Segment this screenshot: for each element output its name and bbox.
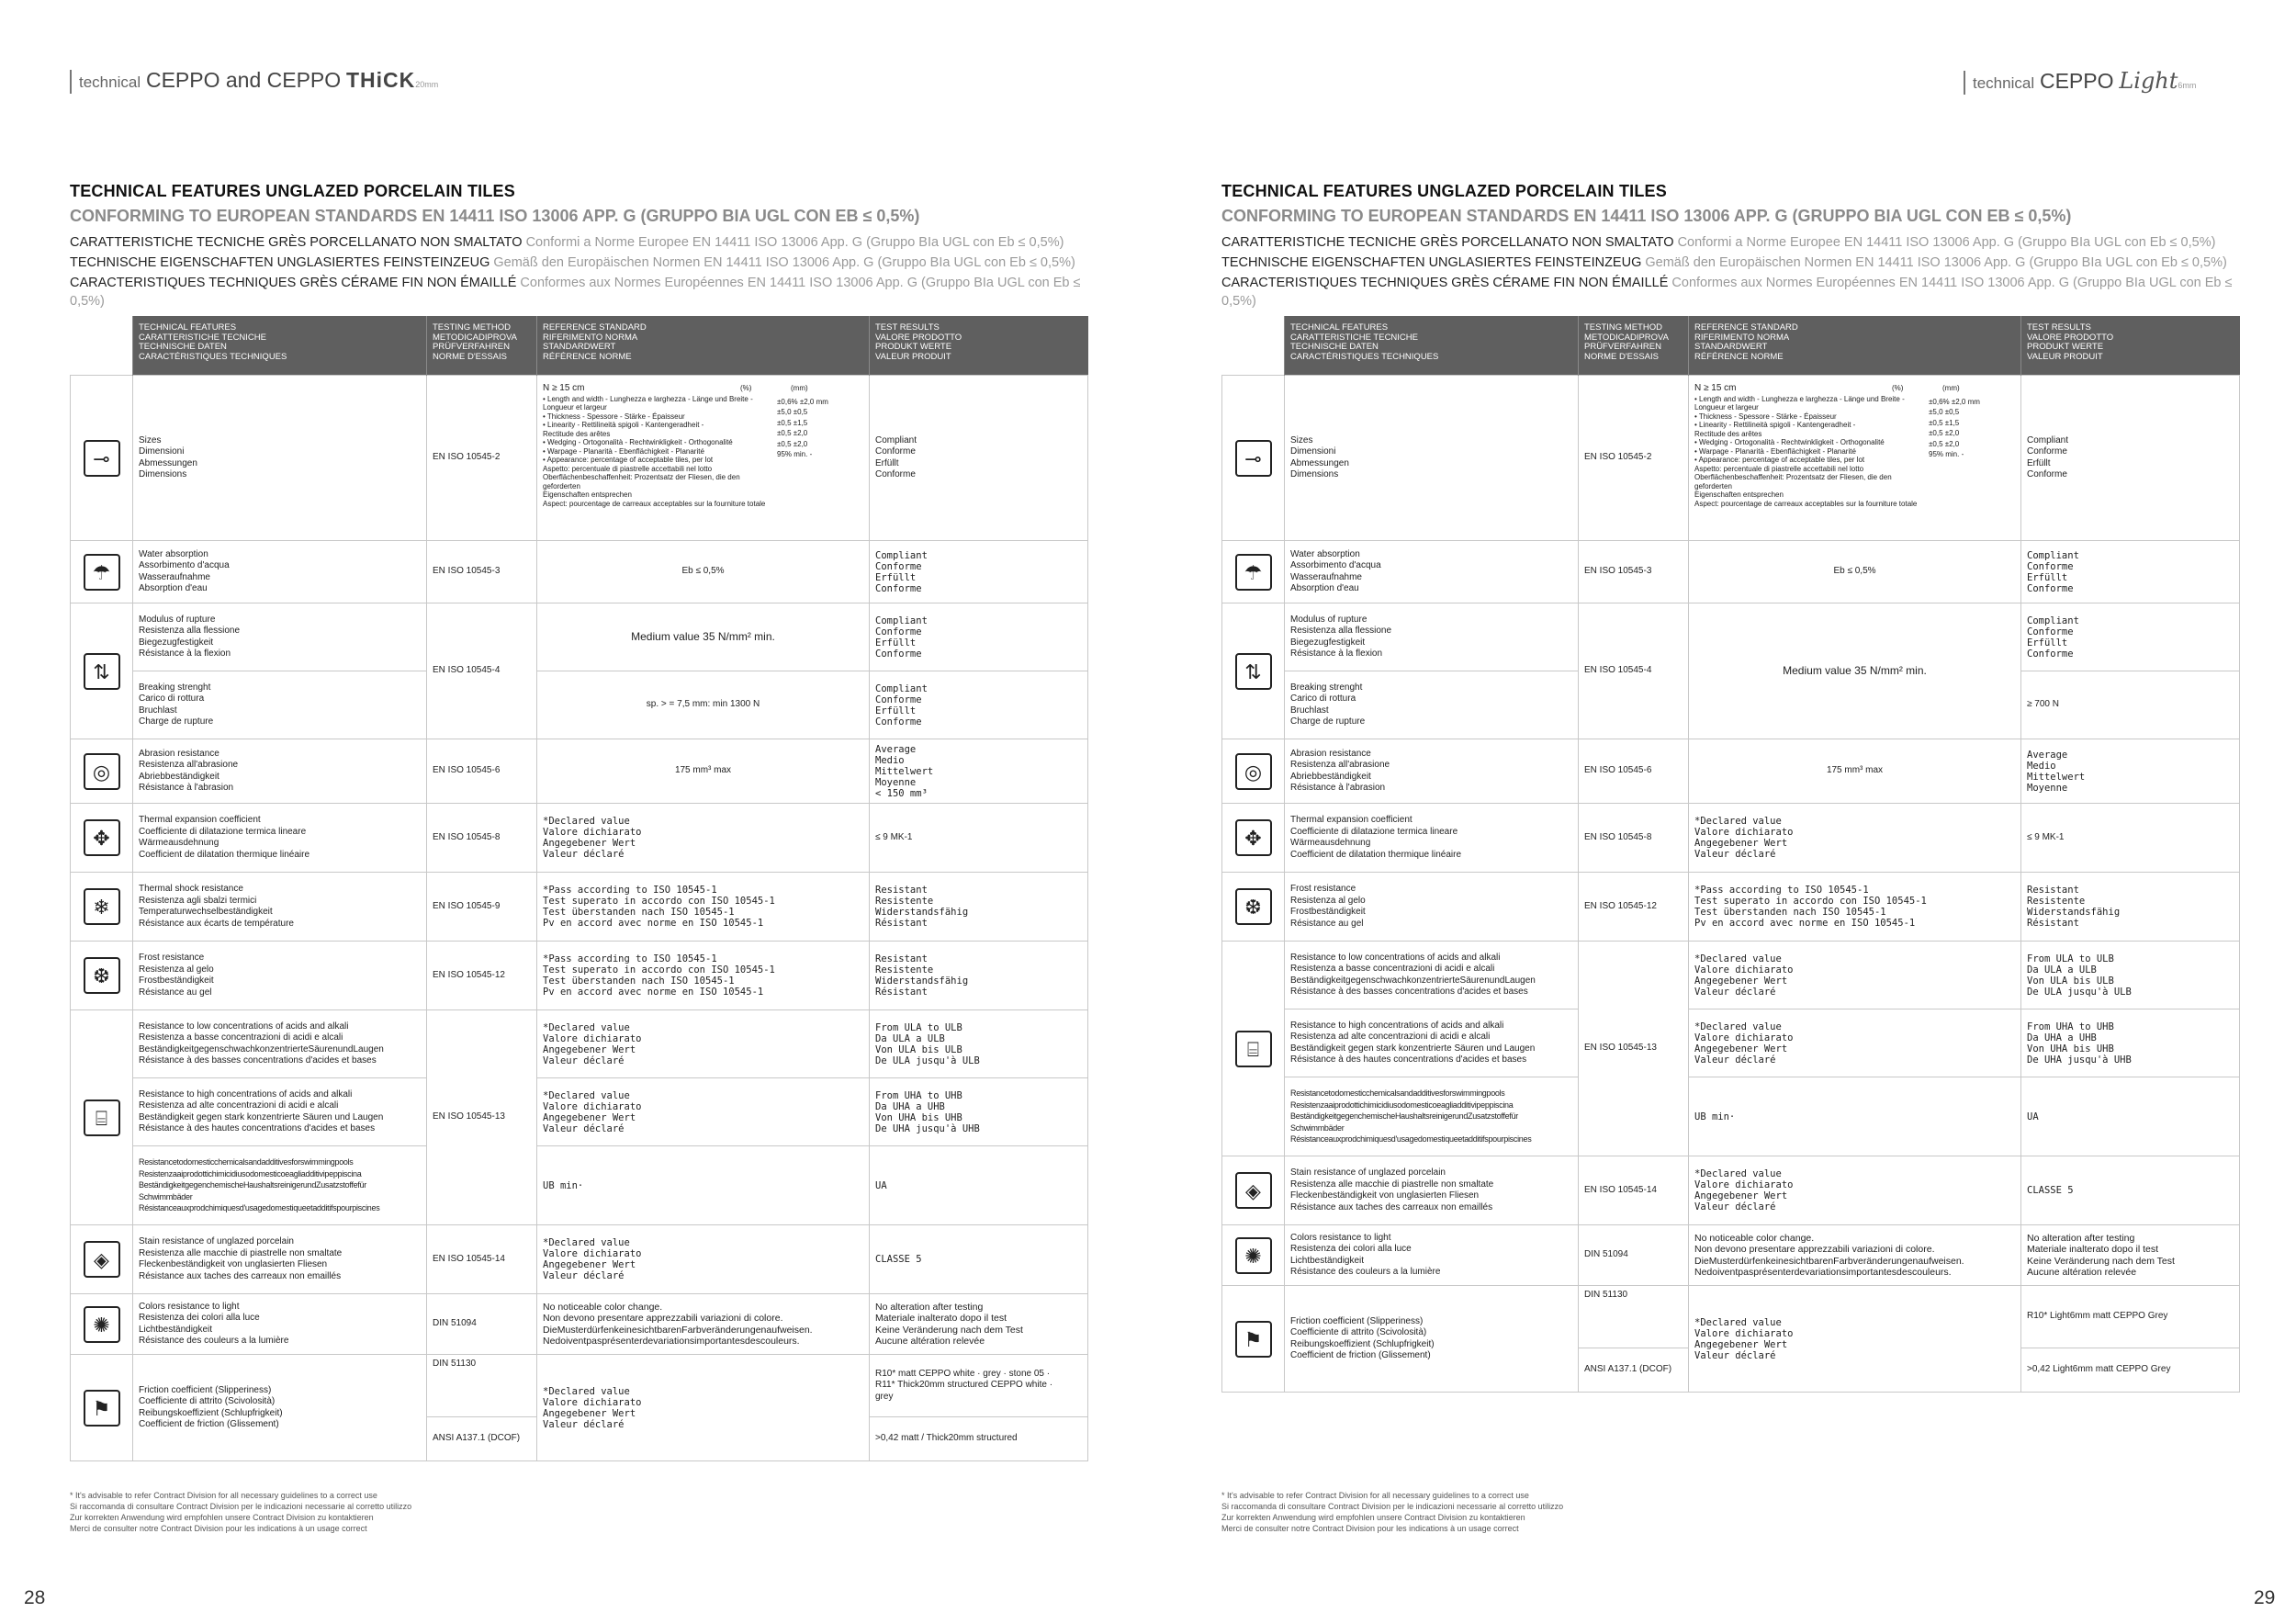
- row-reference: *Declared value Valore dichiarato Angegebener Wert Valeur déclaré: [1689, 942, 2021, 1009]
- row-reference: *Pass according to ISO 10545-1 Test superato in accordo con ISO 10545-1 Test überstanden nach ISO 10545-1 Pv en accord avec norme en ISO 10545-1: [537, 873, 870, 942]
- row-method: EN ISO 10545-8: [1579, 804, 1689, 873]
- header-method: TESTING METHOD METODICADIPROVA PRÜFVERFAHREN NORME D'ESSAIS: [1579, 316, 1689, 376]
- row-reference: *Declared value Valore dichiarato Angegebener Wert Valeur déclaré: [537, 1010, 870, 1078]
- table-row: [71, 873, 1088, 942]
- table-row: [71, 739, 1088, 804]
- table-row: [1222, 1286, 2240, 1348]
- row-result-2: >0,42 Light6mm matt CEPPO Grey: [2021, 1348, 2240, 1393]
- row-reference: No noticeable color change. Non devono presentare apprezzabili variazioni di colore. DieMusterdürfenkeinesichtbarenFarbveränderungenaufweisen. Nedoiventpasprésenterdevariationsimportantesdescouleurs.: [1689, 1225, 2021, 1286]
- row-name: Abrasion resistance Resistenza all'abrasione Abriebbeständigkeit Résistance à l'abrasion: [133, 739, 427, 804]
- row-name: Colors resistance to light Resistenza dei colori alla luce Lichtbeständigkeit Résistance des couleurs a la lumière: [133, 1294, 427, 1355]
- sizes-ref-mm: (mm): [1942, 383, 1960, 392]
- row-result: CLASSE 5: [2021, 1156, 2240, 1225]
- table-row: [71, 1078, 1088, 1146]
- row-result: From ULA to ULB Da ULA a ULB Von ULA bis ULB De ULA jusqu'à ULB: [870, 1010, 1088, 1078]
- row-reference: *Declared value Valore dichiarato Angegebener Wert Valeur déclaré: [1689, 1009, 2021, 1077]
- row-result: R10* Light6mm matt CEPPO Grey: [2021, 1286, 2240, 1348]
- caliper-icon: ⊸: [84, 440, 120, 477]
- header-product-sub: 6mm: [2178, 81, 2197, 90]
- row-result: CLASSE 5: [870, 1225, 1088, 1294]
- chemical-icon-cell: [1222, 942, 1285, 1156]
- light-resistance-icon: ✺: [84, 1306, 120, 1343]
- row-name: Water absorption Assorbimento d'acqua Wasseraufnahme Absorption d'eau: [133, 541, 427, 603]
- row-name: Resistance to high concentrations of acids and alkali Resistenza ad alte concentrazioni di acidi e alcali Beständigkeit gegen stark konzentrierte Säuren und Laugen Résistance à des hautes concentrations d'acides et bases: [1285, 1009, 1579, 1077]
- row-reference: No noticeable color change. Non devono presentare apprezzabili variazioni di colore. DieMusterdürfenkeinesichtbarenFarbveränderungenaufweisen. Nedoiventpasprésenterdevariationsimportantesdescouleurs.: [537, 1294, 870, 1355]
- technical-table: [1221, 316, 2240, 1393]
- row-name: Resistancetodomesticchemicalsandadditivesforswimmingpools Resistenzaaiprodottichimicidiusodomesticoeagliadditivipерpiscina BeständigkeitgegenchemischeHaushaltsreinigerundZusatzstoffefür Schwimmbäder Résistanceauxprodchimiquesd'usagedomestiqueetadditifspourpiscines: [1285, 1077, 1579, 1156]
- stain-resistance-icon: ◈: [84, 1241, 120, 1278]
- water-absorption-icon: ☂: [1235, 554, 1272, 591]
- table-header-row: [1222, 316, 2240, 376]
- row-result: Resistant Resistente Widerstandsfähig Résistant: [870, 873, 1088, 942]
- title-translations: [70, 233, 1089, 310]
- header-results: TEST RESULTS VALORE PRODOTTO PRODUKT WERTE VALEUR PRODUIT: [2021, 316, 2240, 376]
- row-method: EN ISO 10545-6: [427, 739, 537, 804]
- row-reference: *Declared value Valore dichiarato Angegebener Wert Valeur déclaré: [537, 1225, 870, 1294]
- thermal-expansion-icon: ✥: [84, 819, 120, 856]
- row-name: Resistance to low concentrations of acids and alkali Resistenza a basse concentrazioni di acidi e alcali BeständigkeitgegenschwachkonzentrierteSäurenundLaugen Résistance à des basses concentrations d'acides et bases: [133, 1010, 427, 1078]
- row-reference: *Declared value Valore dichiarato Angegebener Wert Valeur déclaré: [1689, 1156, 2021, 1225]
- sizes-ref-body: • Length and width - Lunghezza e larghezza - Länge und Breite - Longueur et largeur • Thickness - Spessore - Stärke - Épaisseur • Linearity - Rettilineità spigoli - Kantengeradheit - Rectitude des arêtes • Wedging - Ortogonalità - Rechtwinkligkeit - Orthogonalité • Warpage - Planarità - Ebenflächigkeit - Planarité • Appearance: percentage of acceptable tiles, per lot Aspetto: percentuale di piastrelle accettabili nel lotto Oberflächenbeschaffenheit: Prozentsatz der Fliesen, die den geforderten Eigenschaften entsprechen Aspect: pourcentage de carreaux acceptables sur la fourniture totale: [1694, 394, 1918, 508]
- table-row: [71, 1010, 1088, 1078]
- row-result: R10* matt CEPPO white · grey · stone 05 · R11* Thick20mm structured CEPPO white · grey: [870, 1355, 1088, 1417]
- frost-icon: ❆: [1235, 888, 1272, 925]
- row-result: ≥ 700 N: [2021, 671, 2240, 739]
- row-reference: Medium value 35 N/mm² min.: [537, 603, 870, 671]
- flex-icon-cell: [71, 603, 133, 739]
- sizes-ref-values: ±0,6% ±2,0 mm ±5,0 ±0,5 ±0,5 ±1,5 ±0,5 ±2,0 ±0,5 ±2,0 95% min. -: [1929, 397, 1980, 458]
- header-results: TEST RESULTS VALORE PRODOTTO PRODUKT WERTE VALEUR PRODUIT: [870, 316, 1088, 376]
- row-name: Stain resistance of unglazed porcelain Resistenza alle macchie di piastrelle non smaltate Fleckenbeständigkeit von unglasierten Fliesen Résistance aux taches des carreaux non emaillés: [133, 1225, 427, 1294]
- row-name: Colors resistance to light Resistenza dei colori alla luce Lichtbeständigkeit Résistance des couleurs a la lumière: [1285, 1225, 1579, 1286]
- header-reference: REFERENCE STANDARD RIFERIMENTO NORMA STANDARDWERT RÉFÉRENCE NORME: [537, 316, 870, 376]
- table-row: [71, 376, 1088, 541]
- header-features: TECHNICAL FEATURES CARATTERISTICHE TECNICHE TECHNISCHE DATEN CARACTÉRISTIQUES TECHNIQUES: [133, 316, 427, 376]
- title-line-fr-b: Conformes aux Normes Européennes EN 14411 ISO 13006 App. G (Gruppo BIa UGL con Eb ≤ 0,5%): [70, 276, 1081, 309]
- row-method: DIN 51094: [427, 1294, 537, 1355]
- abrasion-icon: ◎: [1235, 753, 1272, 790]
- header-product: THiCK: [346, 68, 416, 92]
- title-line-de-a: TECHNISCHE EIGENSCHAFTEN UNGLASIERTES FEINSTEINZEUG: [70, 255, 490, 270]
- row-result: Compliant Conforme Erfüllt Conforme: [870, 541, 1088, 603]
- row-method: EN ISO 10545-3: [427, 541, 537, 603]
- row-result: Average Medio Mittelwert Moyenne: [2021, 739, 2240, 804]
- sizes-ref-pct: (%): [740, 383, 752, 392]
- title-line-fr-a: CARACTERISTIQUES TECHNIQUES GRÈS CÉRAME FIN NON ÉMAILLÉ: [1221, 276, 1669, 290]
- table-row: [1222, 804, 2240, 873]
- row-result: Resistant Resistente Widerstandsfähig Résistant: [2021, 873, 2240, 942]
- row-result: No alteration after testing Materiale inalterato dopo il test Keine Veränderung nach dem Test Aucune altération relevée: [870, 1294, 1088, 1355]
- frost-icon: ❆: [84, 957, 120, 994]
- right-page: [1148, 0, 2296, 1624]
- stain-resistance-icon: ◈: [1235, 1172, 1272, 1209]
- page-number: 28: [24, 1587, 46, 1608]
- title-line-it-b: Conformi a Norme Europee EN 14411 ISO 13006 App. G (Gruppo BIa UGL con Eb ≤ 0,5%): [1677, 235, 2216, 250]
- light-icon-cell: [71, 1294, 133, 1355]
- table-row: [1222, 603, 2240, 671]
- table-row: [71, 671, 1088, 739]
- row-result: Compliant Conforme Erfüllt Conforme: [2021, 603, 2240, 671]
- page-number: 29: [2254, 1587, 2276, 1608]
- light-resistance-icon: ✺: [1235, 1237, 1272, 1274]
- title-conform: CONFORMING TO EUROPEAN STANDARDS EN 14411 ISO 13006 APP. G (GRUPPO BIA UGL CON EB ≤ 0,5%): [70, 207, 920, 225]
- sizes-reference: [1689, 376, 2021, 541]
- row-result: UA: [870, 1146, 1088, 1225]
- row-result: ≤ 9 MK-1: [2021, 804, 2240, 873]
- row-method: DIN 51130: [1579, 1286, 1689, 1348]
- row-method: EN ISO 10545-14: [1579, 1156, 1689, 1225]
- flexural-strength-icon: ⇅: [1235, 653, 1272, 690]
- row-method: EN ISO 10545-6: [1579, 739, 1689, 804]
- abrasion-icon: ◎: [84, 753, 120, 790]
- table-row: [1222, 541, 2240, 603]
- row-name: Thermal expansion coefficient Coefficiente di dilatazione termica lineare Wärmeausdehnung Coefficient de dilatation thermique linéaire: [1285, 804, 1579, 873]
- abrasion-icon-cell: [71, 739, 133, 804]
- footnote: * It's advisable to refer Contract Division for all necessary guidelines to a correct use Si raccomanda di consultare Contract Division per le indicazioni necessarie al corretto utilizzo Zur korrekten Anwendung wird empfohlen unsere Contract Division zu kontaktieren Merci de consulter notre Contract Division pour les indications à un usage correct: [1221, 1491, 1564, 1533]
- sizes-ref-values: ±0,6% ±2,0 mm ±5,0 ±0,5 ±0,5 ±1,5 ±0,5 ±2,0 ±0,5 ±2,0 95% min. -: [777, 397, 828, 458]
- row-reference: sp. > = 7,5 mm: min 1300 N: [537, 671, 870, 739]
- table-row: [1222, 1077, 2240, 1156]
- title-line-it-b: Conformi a Norme Europee EN 14411 ISO 13006 App. G (Gruppo BIa UGL con Eb ≤ 0,5%): [525, 235, 1064, 250]
- sizes-method: EN ISO 10545-2: [1579, 376, 1689, 541]
- header-method: TESTING METHOD METODICADIPROVA PRÜFVERFAHREN NORME D'ESSAIS: [427, 316, 537, 376]
- stain-icon-cell: [1222, 1156, 1285, 1225]
- chemical-resistance-icon: ⌸: [84, 1100, 120, 1136]
- title-block: [70, 182, 1089, 310]
- row-name: Abrasion resistance Resistenza all'abrasione Abriebbeständigkeit Résistance à l'abrasion: [1285, 739, 1579, 804]
- row-method: EN ISO 10545-4: [1579, 603, 1689, 739]
- table-row: [1222, 1156, 2240, 1225]
- header-blank: [71, 316, 133, 376]
- friction-icon: ⚑: [1235, 1321, 1272, 1358]
- water-icon-cell: [71, 541, 133, 603]
- title-conform: CONFORMING TO EUROPEAN STANDARDS EN 14411 ISO 13006 APP. G (GRUPPO BIA UGL CON EB ≤ 0,5%): [1221, 207, 2072, 225]
- chemical-resistance-icon: ⌸: [1235, 1031, 1272, 1067]
- row-name: Modulus of rupture Resistenza alla flessione Biegezugfestigkeit Résistance à la flexion: [133, 603, 427, 671]
- row-method: EN ISO 10545-13: [427, 1010, 537, 1225]
- header-brand: CEPPO and CEPPO: [145, 68, 342, 92]
- sizes-method: EN ISO 10545-2: [427, 376, 537, 541]
- frost-icon-cell: [71, 942, 133, 1010]
- row-name: Frost resistance Resistenza al gelo Frostbeständigkeit Résistance au gel: [1285, 873, 1579, 942]
- title-line-de: [70, 254, 1089, 272]
- table-row: [71, 603, 1088, 671]
- page-header: [1964, 68, 2196, 95]
- abrasion-icon-cell: [1222, 739, 1285, 804]
- row-result: From ULA to ULB Da ULA a ULB Von ULA bis ULB De ULA jusqu'à ULB: [2021, 942, 2240, 1009]
- table-row: [71, 541, 1088, 603]
- sizes-ref-head: N ≥ 15 cm: [1694, 383, 1737, 393]
- header-prefix: technical: [1973, 74, 2035, 92]
- row-reference: Eb ≤ 0,5%: [537, 541, 870, 603]
- title-line-de: [1221, 254, 2241, 272]
- title-line-de-b: Gemäß den Europäischen Normen EN 14411 ISO 13006 App. G (Gruppo BIa UGL con Eb ≤ 0,5%): [1645, 255, 2227, 270]
- technical-table: [70, 316, 1088, 1461]
- table-header-row: [71, 316, 1088, 376]
- frost-icon-cell: [1222, 873, 1285, 942]
- row-reference: *Pass according to ISO 10545-1 Test superato in accordo con ISO 10545-1 Test überstanden nach ISO 10545-1 Pv en accord avec norme en ISO 10545-1: [1689, 873, 2021, 942]
- row-result: Compliant Conforme Erfüllt Conforme: [2021, 541, 2240, 603]
- row-result: Compliant Conforme Erfüllt Conforme: [870, 603, 1088, 671]
- row-name: Breaking strenght Carico di rottura Bruchlast Charge de rupture: [1285, 671, 1579, 739]
- row-reference: 175 mm³ max: [537, 739, 870, 804]
- row-result: Resistant Resistente Widerstandsfähig Résistant: [870, 942, 1088, 1010]
- caliper-icon: ⊸: [1235, 440, 1272, 477]
- sizes-icon-cell: [1222, 376, 1285, 541]
- row-name: Stain resistance of unglazed porcelain Resistenza alle macchie di piastrelle non smaltate Fleckenbeständigkeit von unglasierten Fliesen Résistance aux taches des carreaux non emaillés: [1285, 1156, 1579, 1225]
- row-method: EN ISO 10545-13: [1579, 942, 1689, 1156]
- title-line-fr-a: CARACTERISTIQUES TECHNIQUES GRÈS CÉRAME FIN NON ÉMAILLÉ: [70, 276, 517, 290]
- row-reference: Medium value 35 N/mm² min.: [1689, 603, 2021, 739]
- row-method: EN ISO 10545-14: [427, 1225, 537, 1294]
- row-method-2: ANSI A137.1 (DCOF): [427, 1417, 537, 1461]
- stain-icon-cell: [71, 1225, 133, 1294]
- thermal-icon-cell: [1222, 804, 1285, 873]
- sizes-name: Sizes Dimensioni Abmessungen Dimensions: [133, 376, 427, 541]
- row-name: Breaking strenght Carico di rottura Bruchlast Charge de rupture: [133, 671, 427, 739]
- row-result: ≤ 9 MK-1: [870, 804, 1088, 873]
- row-result: No alteration after testing Materiale inalterato dopo il test Keine Veränderung nach dem Test Aucune altération relevée: [2021, 1225, 2240, 1286]
- row-method: EN ISO 10545-9: [427, 873, 537, 942]
- title-block: [1221, 182, 2241, 310]
- water-absorption-icon: ☂: [84, 554, 120, 591]
- title-main: TECHNICAL FEATURES UNGLAZED PORCELAIN TILES: [70, 182, 515, 200]
- title-line-de-b: Gemäß den Europäischen Normen EN 14411 ISO 13006 App. G (Gruppo BIa UGL con Eb ≤ 0,5%): [493, 255, 1075, 270]
- sizes-ref-head: N ≥ 15 cm: [543, 383, 585, 393]
- friction-icon: ⚑: [84, 1390, 120, 1427]
- sizes-result: Compliant Conforme Erfüllt Conforme: [2021, 376, 2240, 541]
- header-reference: REFERENCE STANDARD RIFERIMENTO NORMA STANDARDWERT RÉFÉRENCE NORME: [1689, 316, 2021, 376]
- header-product-sub: 20mm: [415, 80, 439, 89]
- row-name: Friction coefficient (Slipperiness) Coefficiente di attrito (Scivolosità) Reibungskoeffizient (Schlupfrigkeit) Coefficient de friction (Glissement): [133, 1355, 427, 1461]
- header-blank: [1222, 316, 1285, 376]
- row-reference: UB min·: [1689, 1077, 2021, 1156]
- shock-icon-cell: [71, 873, 133, 942]
- table-row: [1222, 1009, 2240, 1077]
- title-line-it-a: CARATTERISTICHE TECNICHE GRÈS PORCELLANATO NON SMALTATO: [1221, 235, 1674, 250]
- title-line-it: [70, 233, 1089, 252]
- sizes-name: Sizes Dimensioni Abmessungen Dimensions: [1285, 376, 1579, 541]
- row-name: Water absorption Assorbimento d'acqua Wasseraufnahme Absorption d'eau: [1285, 541, 1579, 603]
- row-reference: *Declared value Valore dichiarato Angegebener Wert Valeur déclaré: [537, 804, 870, 873]
- sizes-icon-cell: [71, 376, 133, 541]
- table-row: [1222, 873, 2240, 942]
- thermal-icon-cell: [71, 804, 133, 873]
- table-row: [1222, 739, 2240, 804]
- header-brand: CEPPO: [2039, 69, 2114, 93]
- row-method: EN ISO 10545-4: [427, 603, 537, 739]
- header-divider: [70, 70, 72, 94]
- table-row: [1222, 942, 2240, 1009]
- row-reference: *Pass according to ISO 10545-1 Test superato in accordo con ISO 10545-1 Test überstanden nach ISO 10545-1 Pv en accord avec norme en ISO 10545-1: [537, 942, 870, 1010]
- title-line-it: [1221, 233, 2241, 252]
- row-method: EN ISO 10545-12: [1579, 873, 1689, 942]
- title-line-fr: [70, 274, 1089, 310]
- title-line-fr-b: Conformes aux Normes Européennes EN 14411 ISO 13006 App. G (Gruppo BIa UGL con Eb ≤ 0,5%): [1221, 276, 2233, 309]
- header-product: Light: [2119, 68, 2178, 94]
- row-name: Friction coefficient (Slipperiness) Coefficiente di attrito (Scivolosità) Reibungskoeffizient (Schlupfrigkeit) Coefficient de friction (Glissement): [1285, 1286, 1579, 1393]
- sizes-ref-body: • Length and width - Lunghezza e larghezza - Länge und Breite - Longueur et largeur • Thickness - Spessore - Stärke - Épaisseur • Linearity - Rettilineità spigoli - Kantengeradheit - Rectitude des arêtes • Wedging - Ortogonalità - Rechtwinkligkeit - Orthogonalité • Warpage - Planarità - Ebenflächigkeit - Planarité • Appearance: percentage of acceptable tiles, per lot Aspetto: percentuale di piastrelle accettabili nel lotto Oberflächenbeschaffenheit: Prozentsatz der Fliesen, die den geforderten Eigenschaften entsprechen Aspect: pourcentage de carreaux acceptables sur la fourniture totale: [543, 394, 766, 508]
- row-method: DIN 51130: [427, 1355, 537, 1417]
- row-name: Modulus of rupture Resistenza alla flessione Biegezugfestigkeit Résistance à la flexion: [1285, 603, 1579, 671]
- row-method: DIN 51094: [1579, 1225, 1689, 1286]
- row-name: Thermal expansion coefficient Coefficiente di dilatazione termica lineare Wärmeausdehnung Coefficient de dilatation thermique linéaire: [133, 804, 427, 873]
- row-method: EN ISO 10545-3: [1579, 541, 1689, 603]
- table-row: [1222, 1225, 2240, 1286]
- table-row: [71, 942, 1088, 1010]
- row-result: UA: [2021, 1077, 2240, 1156]
- light-icon-cell: [1222, 1225, 1285, 1286]
- row-name: Thermal shock resistance Resistenza agli sbalzi termici Temperaturwechselbeständigkeit Résistance aux écarts de température: [133, 873, 427, 942]
- row-reference: Eb ≤ 0,5%: [1689, 541, 2021, 603]
- header-prefix: technical: [79, 73, 141, 91]
- row-result: From UHA to UHB Da UHA a UHB Von UHA bis UHB De UHA jusqu'à UHB: [870, 1078, 1088, 1146]
- row-name: Frost resistance Resistenza al gelo Frostbeständigkeit Résistance au gel: [133, 942, 427, 1010]
- title-line-fr: [1221, 274, 2241, 310]
- friction-icon-cell: [1222, 1286, 1285, 1393]
- row-result: Average Medio Mittelwert Moyenne < 150 mm³: [870, 739, 1088, 804]
- row-result: Compliant Conforme Erfüllt Conforme: [870, 671, 1088, 739]
- row-result: From UHA to UHB Da UHA a UHB Von UHA bis UHB De UHA jusqu'à UHB: [2021, 1009, 2240, 1077]
- flex-icon-cell: [1222, 603, 1285, 739]
- row-name: Resistancetodomesticchemicalsandadditivesforswimmingpools Resistenzaaiprodottichimicidiusodomesticoeagliadditivipерpiscina BeständigkeitgegenchemischeHaushaltsreinigerundZusatzstoffefür Schwimmbäder Résistanceauxprodchimiquesd'usagedomestiqueetadditifspourpiscines: [133, 1146, 427, 1225]
- table-row: [71, 1225, 1088, 1294]
- flexural-strength-icon: ⇅: [84, 653, 120, 690]
- row-reference: *Declared value Valore dichiarato Angegebener Wert Valeur déclaré: [537, 1078, 870, 1146]
- header-divider: [1964, 71, 1965, 95]
- row-reference: *Declared value Valore dichiarato Angegebener Wert Valeur déclaré: [537, 1355, 870, 1461]
- row-method-2: ANSI A137.1 (DCOF): [1579, 1348, 1689, 1393]
- table-row: [71, 1355, 1088, 1417]
- table-row: [71, 1146, 1088, 1225]
- thermal-expansion-icon: ✥: [1235, 819, 1272, 856]
- sizes-result: Compliant Conforme Erfüllt Conforme: [870, 376, 1088, 541]
- sizes-ref-pct: (%): [1892, 383, 1904, 392]
- row-result-2: >0,42 matt / Thick20mm structured: [870, 1417, 1088, 1461]
- friction-icon-cell: [71, 1355, 133, 1461]
- row-reference: *Declared value Valore dichiarato Angegebener Wert Valeur déclaré: [1689, 1286, 2021, 1393]
- table-row: [1222, 376, 2240, 541]
- title-translations: [1221, 233, 2241, 310]
- row-reference: 175 mm³ max: [1689, 739, 2021, 804]
- row-reference: *Declared value Valore dichiarato Angegebener Wert Valeur déclaré: [1689, 804, 2021, 873]
- footnote: * It's advisable to refer Contract Division for all necessary guidelines to a correct use Si raccomanda di consultare Contract Division per le indicazioni necessarie al corretto utilizzo Zur korrekten Anwendung wird empfohlen unsere Contract Division zu kontaktieren Merci de consulter notre Contract Division pour les indications à un usage correct: [70, 1491, 412, 1533]
- thermal-shock-icon: ❄: [84, 888, 120, 925]
- water-icon-cell: [1222, 541, 1285, 603]
- page-header: [70, 68, 438, 94]
- title-main: TECHNICAL FEATURES UNGLAZED PORCELAIN TILES: [1221, 182, 1667, 200]
- row-name: Resistance to low concentrations of acids and alkali Resistenza a basse concentrazioni di acidi e alcali BeständigkeitgegenschwachkonzentrierteSäurenundLaugen Résistance à des basses concentrations d'acides et bases: [1285, 942, 1579, 1009]
- title-line-it-a: CARATTERISTICHE TECNICHE GRÈS PORCELLANATO NON SMALTATO: [70, 235, 523, 250]
- row-method: EN ISO 10545-12: [427, 942, 537, 1010]
- chemical-icon-cell: [71, 1010, 133, 1225]
- title-line-de-a: TECHNISCHE EIGENSCHAFTEN UNGLASIERTES FEINSTEINZEUG: [1221, 255, 1642, 270]
- table-row: [71, 804, 1088, 873]
- row-reference: UB min·: [537, 1146, 870, 1225]
- row-method: EN ISO 10545-8: [427, 804, 537, 873]
- header-features: TECHNICAL FEATURES CARATTERISTICHE TECNICHE TECHNISCHE DATEN CARACTÉRISTIQUES TECHNIQUES: [1285, 316, 1579, 376]
- sizes-reference: [537, 376, 870, 541]
- table-row: [71, 1294, 1088, 1355]
- sizes-ref-mm: (mm): [791, 383, 808, 392]
- row-name: Resistance to high concentrations of acids and alkali Resistenza ad alte concentrazioni di acidi e alcali Beständigkeit gegen stark konzentrierte Säuren und Laugen Résistance à des hautes concentrations d'acides et bases: [133, 1078, 427, 1146]
